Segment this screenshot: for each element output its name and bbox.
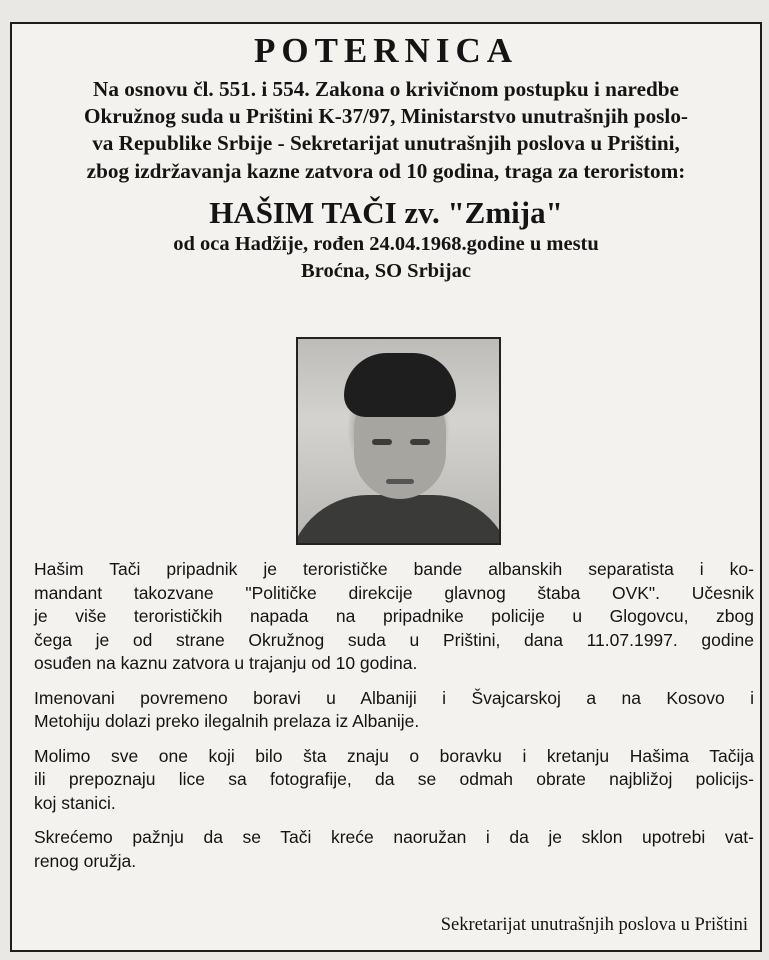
intro-text: [20, 76, 752, 185]
birth-details: [12, 231, 760, 285]
issuer-signature: Sekretarijat unutrašnjih poslova u Prištini: [440, 915, 748, 935]
body-line: osuđen na kaznu zatvora u trajanju od 10 godina.: [34, 653, 418, 673]
photo-eye: [372, 439, 392, 445]
body-line: mandant takozvane "Političke direkcije glavnog štaba OVK". Učesnik: [34, 582, 754, 603]
photo-mouth: [386, 479, 414, 484]
body-line: ili prepoznaju lice sa fotografije, da se odmah obrate najbližoj policijs-: [34, 769, 754, 789]
intro-line: va Republike Srbije - Sekretarijat unutrašnjih poslova u Prištini,: [92, 131, 680, 156]
poster-title: POTERNICA: [253, 31, 519, 70]
intro-line: Na osnovu čl. 551. i 554. Zakona o krivičnom postupku i naredbe: [93, 77, 679, 101]
intro-line: zbog izdržavanja kazne zatvora od 10 godina, traga za teroristom:: [86, 158, 686, 183]
photo-shoulders: [296, 495, 501, 545]
body-line: koj stanici.: [34, 792, 116, 813]
body-line: je više terorističkih napada na pripadnike policije u Glogovcu, zbog: [34, 606, 754, 626]
birth-line: od oca Hadžije, rođen 24.04.1968.godine u mestu: [173, 232, 599, 255]
body-paragraph: [34, 745, 754, 816]
photo-hair: [344, 353, 456, 417]
body-line: Hašim Tači pripadnik je terorističke bande albanskih separatista i ko-: [34, 559, 754, 579]
suspect-photo: [296, 337, 501, 545]
body-line: renog oružja.: [34, 850, 137, 871]
body-paragraph: [34, 687, 754, 734]
body-paragraph: [34, 558, 754, 676]
photo-eye: [410, 439, 430, 445]
birth-line: Broćna, SO Srbijac: [301, 259, 471, 282]
poster-body: [34, 558, 754, 884]
body-line: čega je od strane Okružnog suda u Prištini, dana 11.07.1997. godine: [34, 629, 754, 650]
body-line: Imenovani povremeno boravi u Albaniji i Švajcarskoj a na Kosovo i: [34, 687, 754, 708]
intro-line: Okružnog suda u Prištini K-37/97, Ministarstvo unutrašnjih poslo-: [84, 104, 688, 129]
body-line: Metohiju dolazi preko ilegalnih prelaza iz Albanije.: [34, 711, 420, 731]
wanted-person-name: HAŠIM TAČI zv. "Zmija": [209, 194, 563, 230]
wanted-poster: [10, 22, 762, 952]
body-paragraph: [34, 826, 754, 873]
body-line: Skrećemo pažnju da se Tači kreće naoružan i da je sklon upotrebi vat-: [34, 827, 754, 847]
body-line: Molimo sve one koji bilo šta znaju o boravku i kretanju Hašima Tačija: [34, 745, 754, 766]
